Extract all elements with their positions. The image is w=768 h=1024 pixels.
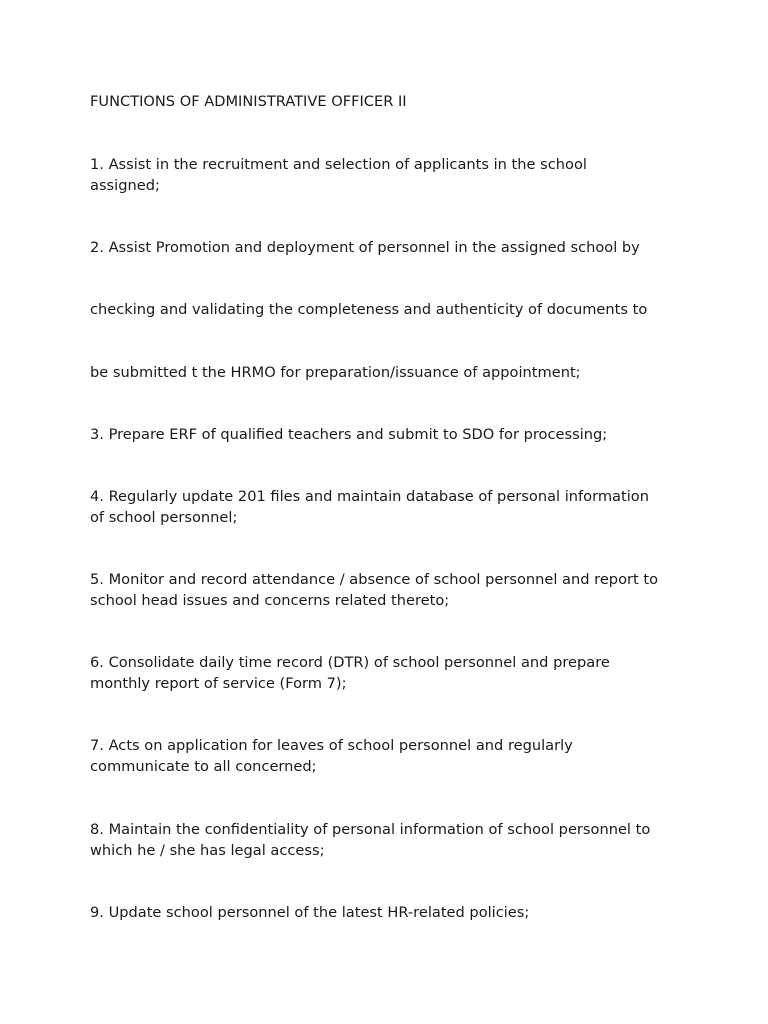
text-line: monthly report of service (Form 7); <box>90 675 347 692</box>
document-title: FUNCTIONS OF ADMINISTRATIVE OFFICER II <box>90 93 407 110</box>
text-line: be submitted t the HRMO for preparation/issuance of appointment; <box>90 364 581 381</box>
text-line: 1. Assist in the recruitment and selection of applicants in the school <box>90 156 587 173</box>
text-line: 2. Assist Promotion and deployment of personnel in the assigned school by <box>90 239 640 256</box>
text-line: communicate to all concerned; <box>90 758 317 775</box>
text-line: 5. Monitor and record attendance / absence of school personnel and report to <box>90 571 659 588</box>
text-line: 9. Update school personnel of the latest HR-related policies; <box>90 904 530 921</box>
text-line: 7. Acts on application for leaves of school personnel and regularly <box>90 737 573 754</box>
text-line: 4. Regularly update 201 files and maintain database of personal information <box>90 488 649 505</box>
text-line: school head issues and concerns related thereto; <box>90 592 450 609</box>
text-line: checking and validating the completeness and authenticity of documents to <box>90 301 648 318</box>
text-line: of school personnel; <box>90 509 238 526</box>
text-line: which he / she has legal access; <box>90 842 325 859</box>
text-line: assigned; <box>90 177 160 194</box>
text-line: 8. Maintain the confidentiality of personal information of school personnel to <box>90 821 651 838</box>
text-line: 6. Consolidate daily time record (DTR) of school personnel and prepare <box>90 654 610 671</box>
text-line: 3. Prepare ERF of qualified teachers and submit to SDO for processing; <box>90 426 608 443</box>
